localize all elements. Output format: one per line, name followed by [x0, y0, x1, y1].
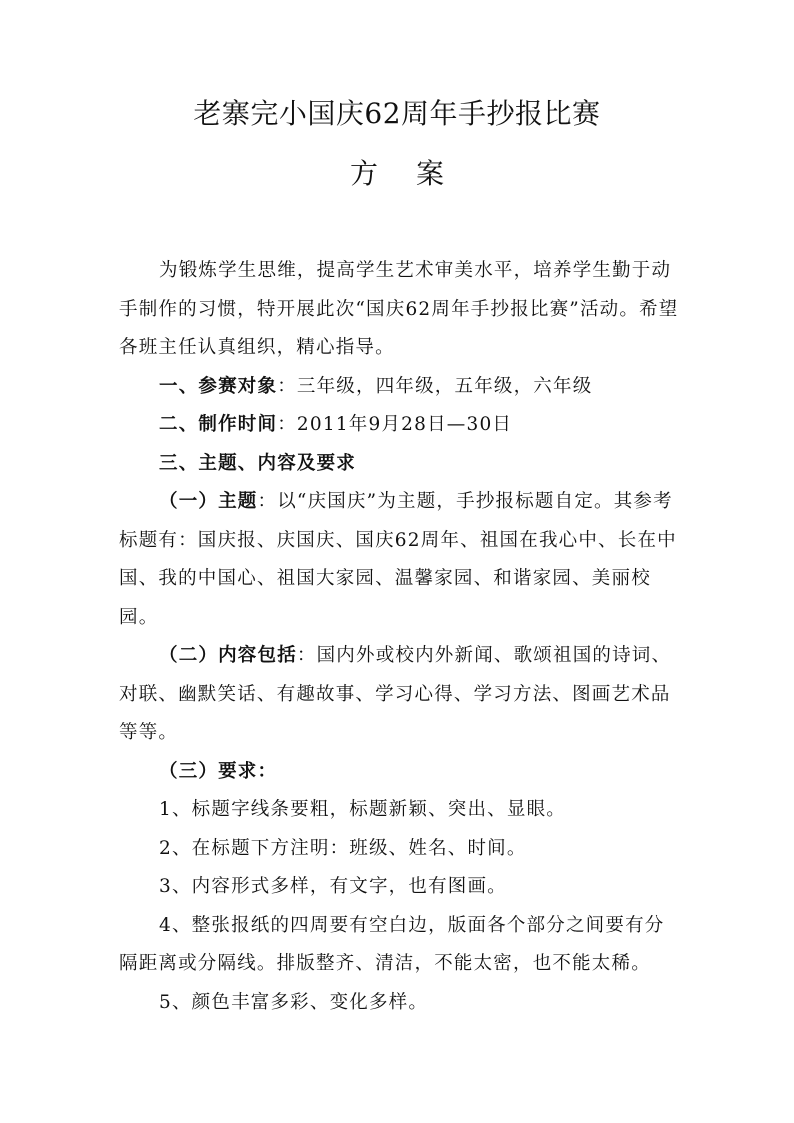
requirement-item-3: 3、内容形式多样，有文字，也有图画。 — [159, 876, 507, 897]
requirement-item-2: 2、在标题下方注明：班级、姓名、时间。 — [159, 837, 527, 859]
requirement-item-4: 4、整张报纸的四周要有空白边，版面各个部分之间要有分隔距离或分隔线。排版整齐、清洁，不能太密，也不能太稀。 — [119, 914, 665, 974]
subsection-content-text: ：国内外或校内外新闻、歌颂祖国的诗词、对联、幽默笑话、有趣故事、学习心得、学习方法、图画艺术品等等。 — [119, 645, 672, 743]
subsection-content — [119, 637, 679, 753]
document-subtitle — [0, 154, 794, 194]
section-time — [119, 406, 679, 445]
subtitle-char-2: 案 — [416, 157, 445, 190]
subsection-requirements-label: （三）要求 — [159, 760, 258, 782]
subsection-theme — [119, 483, 679, 637]
requirement-item-1: 1、标题字线条要粗，标题新颖、突出、显眼。 — [159, 799, 566, 820]
section-participants-text: ：三年级，四年级，五年级，六年级 — [277, 375, 593, 397]
subsection-theme-label: （一）主题 — [159, 491, 258, 512]
section-time-text: ：2011年9月28日—30日 — [277, 414, 513, 435]
section-time-label: 二、制作时间 — [159, 414, 278, 435]
document-title: 老寨完小国庆62周年手抄报比赛 — [193, 97, 601, 130]
section-theme-heading: 三、主题、内容及要求 — [159, 452, 357, 474]
intro-paragraph: 为锻炼学生思维，提高学生艺术审美水平，培养学生勤于动手制作的习惯，特开展此次“国庆62周年手抄报比赛”活动。希望各班主任认真组织，精心指导。 — [119, 260, 679, 358]
requirement-item-5: 5、颜色丰富多彩、变化多样。 — [159, 991, 429, 1013]
section-participants-label: 一、参赛对象 — [159, 375, 278, 397]
subsection-content-label: （二）内容包括 — [159, 645, 297, 666]
subtitle-char-1: 方 — [349, 157, 378, 190]
document-body — [119, 252, 679, 1022]
subsection-requirements-colon: ： — [257, 760, 278, 782]
subsection-theme-text: ：以“庆国庆”为主题，手抄报标题自定。其参考标题有：国庆报、庆国庆、国庆62周年、祖国在我心中、长在中国、我的中国心、祖国大家园、温馨家园、和谐家园、美丽校园。 — [119, 491, 677, 628]
subsection-requirements — [119, 753, 679, 792]
section-participants — [119, 368, 679, 407]
